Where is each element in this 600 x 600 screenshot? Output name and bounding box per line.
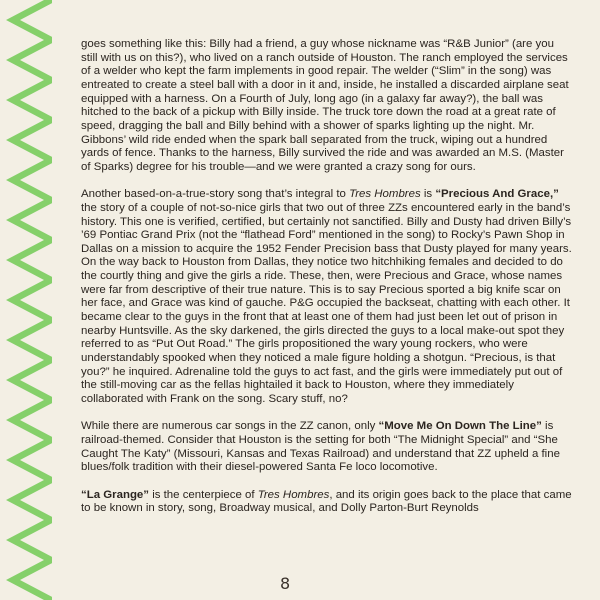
paragraph-1: goes something like this: Billy had a friend, a guy whose nickname was “R&B Junior” (are you still with us on this?), who lived on a ranch outside of Houston. The ranch employed the services of a welder who kept the farm implements in good repair. The welder (“Slim” in the song) was entreated to create a steel ball with a door in it and, inside, he installed a discarded airplane seat equipped with a harness. On a Fourth of July, long ago (in a galaxy far away?), the ball was hitched to the back of a pickup with Billy inside. The truck tore down the road at a great rate of speed, dragging the ball and Billy behind with a shower of sparks lighting up the night. Mr. Gibbons’ wild ride ended when the spark ball separated from the truck, wiping out a hundred yards of fence. Thanks to the harness, Billy survived the ride and was awarded an M.S. (Master of Sparks) degree for his trouble—and we were granted a crazy song for ours. bbox=[81, 38, 569, 173]
paragraph-4: “La Grange” is the centerpiece of Tres Hombres, and its origin goes back to the place that came to be known in story, song, Broadway musical, and Dolly Parton-Burt Reynolds bbox=[81, 488, 572, 515]
album-title: Tres Hombres bbox=[349, 188, 421, 201]
body-text bbox=[81, 38, 573, 516]
album-title: Tres Hombres bbox=[257, 488, 330, 501]
page-number: 8 bbox=[280, 574, 291, 593]
song-title: “Move Me On Down The Line” bbox=[378, 420, 542, 433]
paragraph-2: Another based-on-a-true-story song that’s integral to Tres Hombres is “Precious And Grace,” the story of a couple of not-so-nice girls that two out of three ZZs encountered early in the band’s history. This one is verified, certified, but certainly not sanctified. Billy and Dusty had driven Billy’s ’69 Pontiac Grand Prix (not the “flathead Ford” mentioned in the song) to Rocky’s Pawn Shop in Dallas on a mission to acquire the 1952 Fender Precision bass that Dusty played for many years. On the way back to Houston from Dallas, they notice two hitchhiking females and decided to do the courtly thing and give the girls a ride. These, then, were Precious and Grace, whose names were far from descriptive of their true nature. This is to say Precious sported a big knife scar on her face, and Grace was kind of gauche. P&G occupied the backseat, chatting with each other. It became clear to the guys in the front that at least one of them had just been let out of prison in nearby Huntsville. As the sky darkened, the girls directed the guys to a local make-out spot they referred to as “Put Out Road.” The girls propositioned the wary young rockers, who were understandably spooked when they noticed a male figure holding a shotgun. “Precious, is that you?” he inquired. Adrenaline told the guys to act fast, and the girls were immediately put out of the still-moving car as the fellas hightailed it back to Houston, where they immediately collaborated with Frank on the song. Scary stuff, no? bbox=[81, 188, 572, 406]
paragraph-3: While there are numerous car songs in the ZZ canon, only “Move Me On Down The Line” is railroad-themed. Consider that Houston is the setting for both “The Midnight Special” and “She Caught The Katy” (Missouri, Kansas and Texas Railroad) and understand that ZZ upheld a fine blues/folk tradition with their diesel-powered Santa Fe loco locomotive. bbox=[81, 420, 560, 474]
song-title: “Precious And Grace,” bbox=[435, 188, 559, 201]
green-zigzag-border bbox=[0, 0, 52, 600]
song-title: “La Grange” bbox=[81, 488, 150, 501]
